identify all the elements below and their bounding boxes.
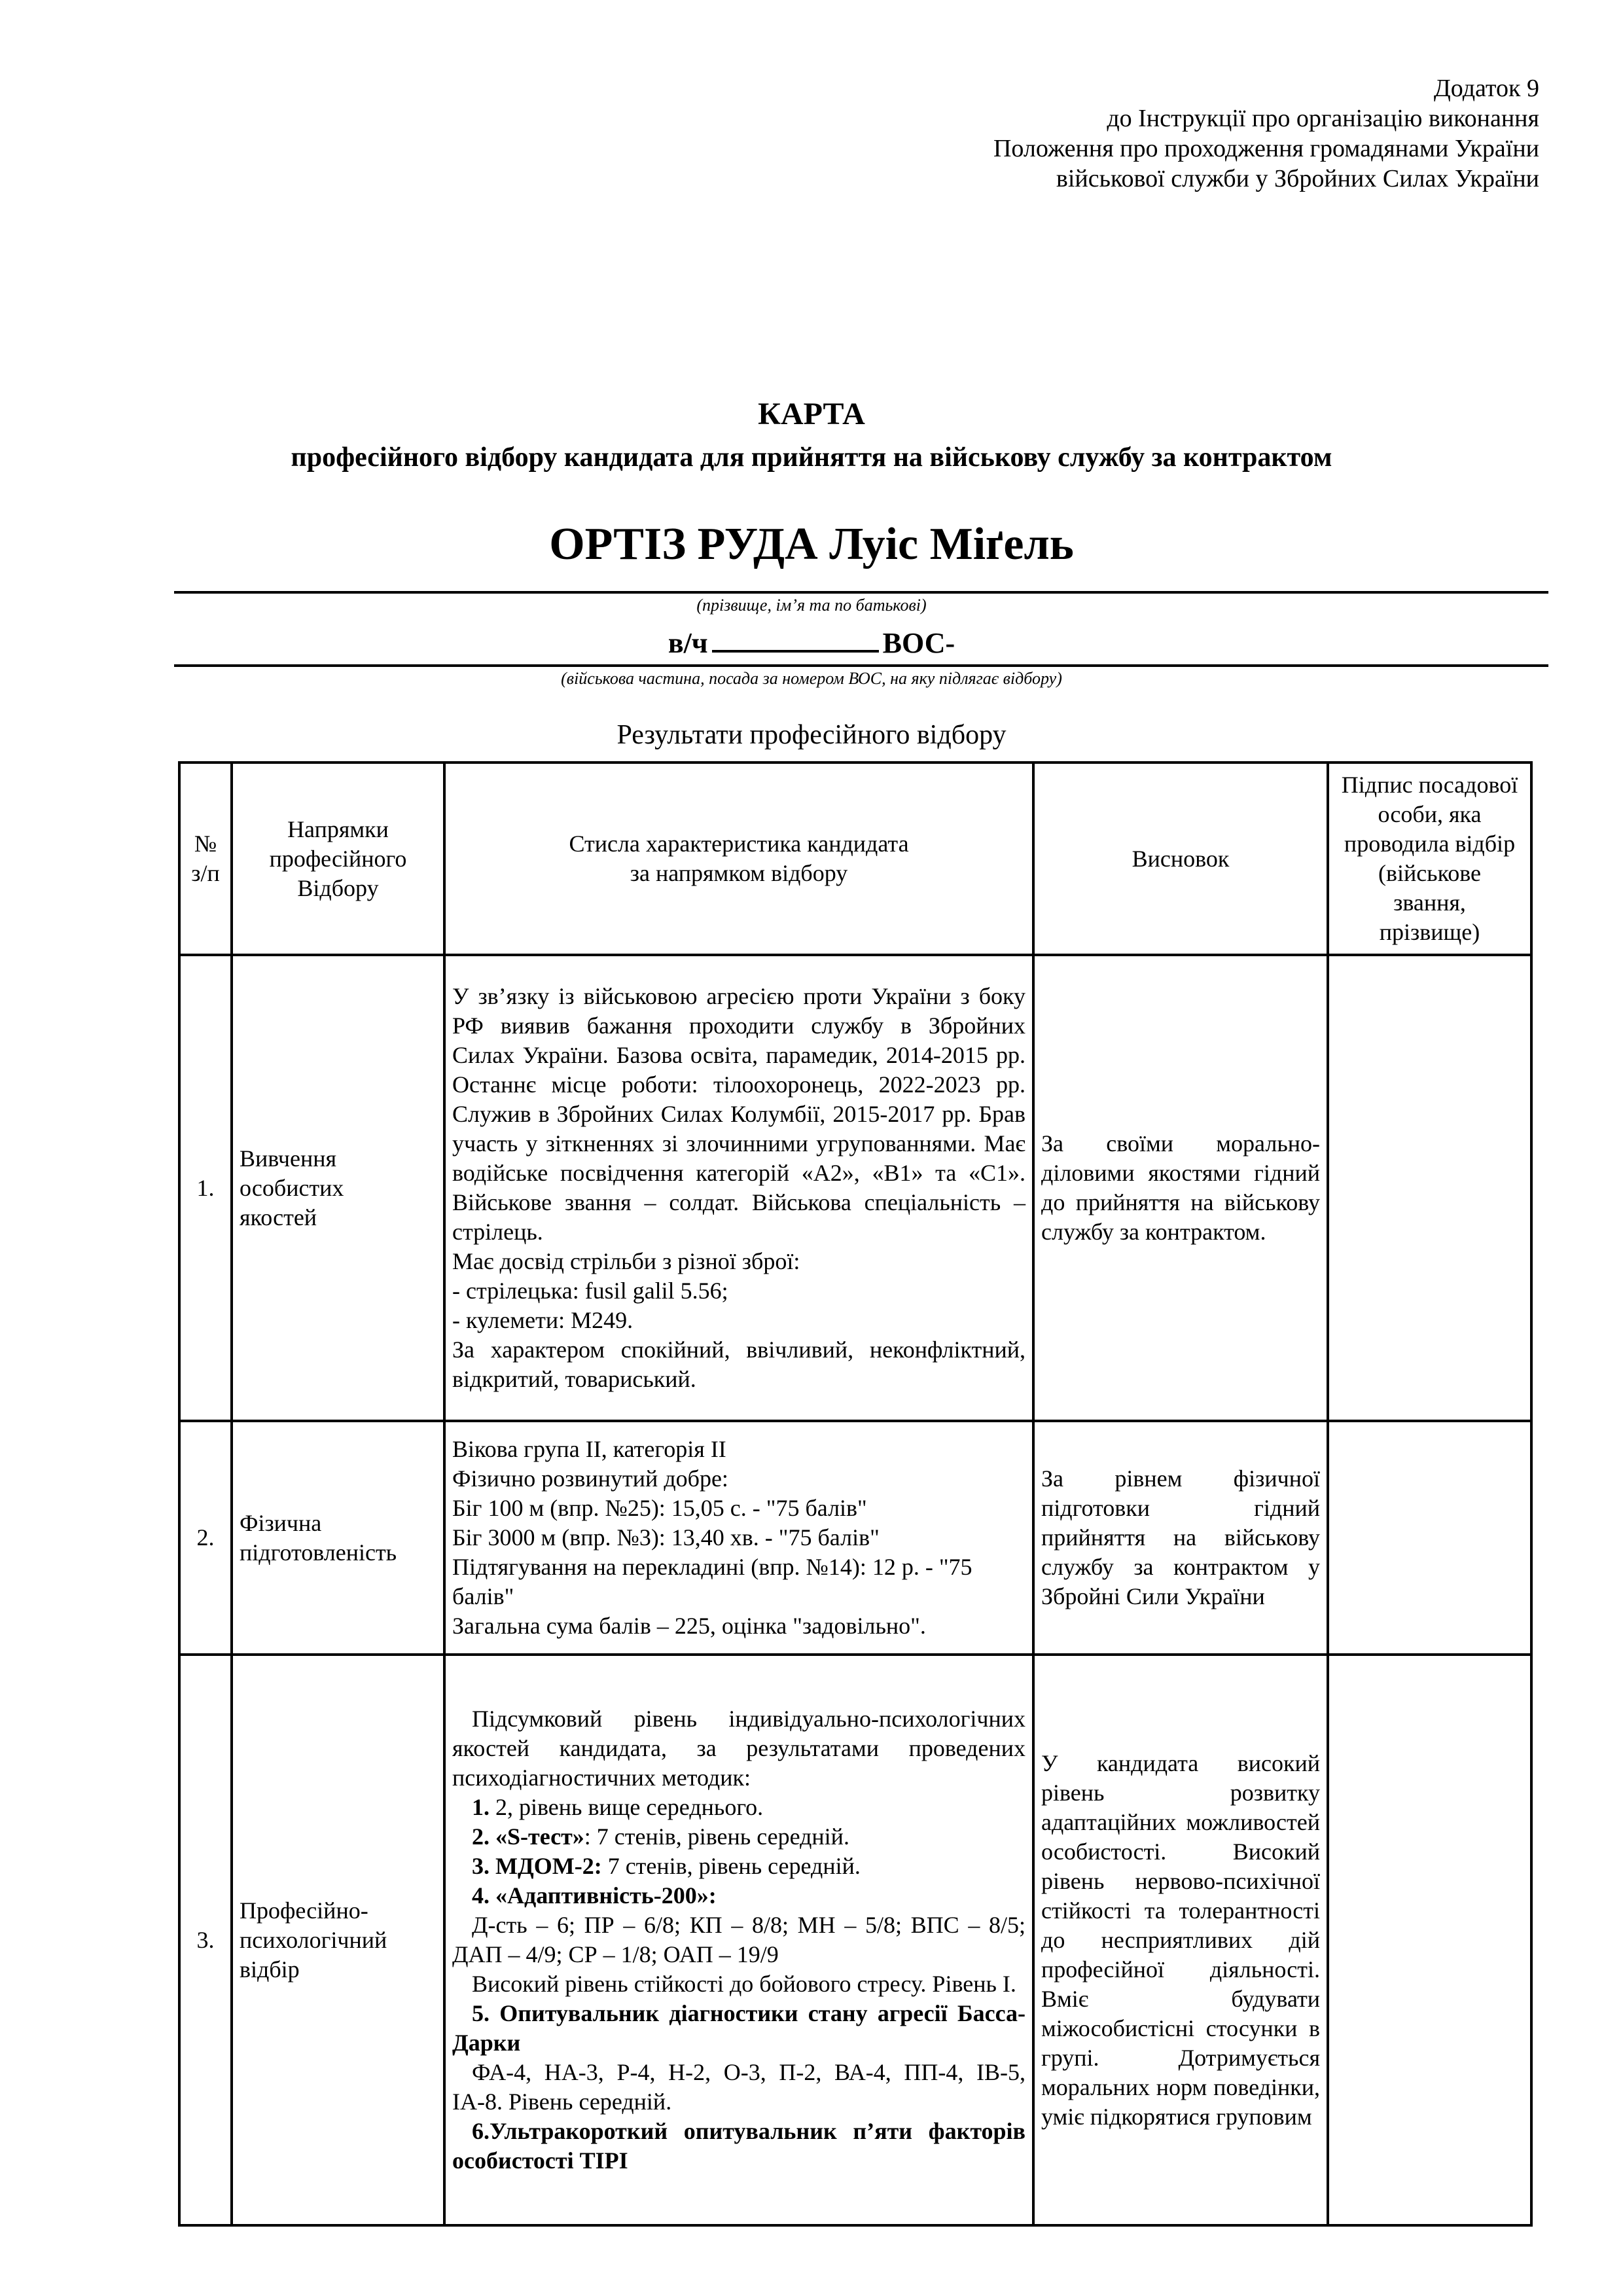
header-line: (військове bbox=[1378, 860, 1482, 886]
appendix-line: Положення про проходження громадянами України bbox=[993, 135, 1539, 162]
fitness-line: Біг 100 м (впр. №25): 15,05 с. - "75 балів" bbox=[452, 1495, 867, 1521]
candidate-name: ОРТІЗ РУДА Луіс Міґель bbox=[549, 519, 1074, 569]
header-line: проводила відбір bbox=[1344, 831, 1516, 857]
psych-item bbox=[452, 1881, 1026, 1910]
aggression-test-title: 5. Опитувальник діагностики стану агресії Басса-Дарки bbox=[452, 2000, 1026, 2056]
header-line: Стисла характеристика кандидата bbox=[569, 831, 909, 857]
direction-line: Фізична bbox=[240, 1509, 322, 1536]
fitness-line: Вікова група II, категорія II bbox=[452, 1436, 726, 1462]
header-line: за напрямком відбору bbox=[630, 860, 848, 886]
header-line: прізвище) bbox=[1379, 919, 1480, 945]
row-characteristic bbox=[444, 1421, 1033, 1655]
header-line: Висновок bbox=[1132, 845, 1230, 872]
direction-line: якостей bbox=[240, 1204, 317, 1230]
column-header-number bbox=[179, 762, 232, 955]
adaptivity-scores: Д-сть – 6; ПР – 6/8; КП – 8/8; МН – 5/8; ВПС – 8/5; ДАП – 4/9; СР – 1/8; ОАП – 19/9 bbox=[452, 1912, 1026, 1967]
row-direction bbox=[232, 1655, 444, 2225]
unit-label: в/ч bbox=[668, 627, 708, 659]
table-row bbox=[179, 955, 1531, 1421]
results-table bbox=[178, 761, 1533, 2227]
psych-item-text: 7 стенів, рівень середній. bbox=[601, 1853, 861, 1879]
psych-item-label: 4. «Адаптивність-200»: bbox=[472, 1882, 717, 1909]
column-header-conclusion bbox=[1033, 762, 1328, 955]
results-title: Результати професійного відбору bbox=[616, 720, 1007, 750]
appendix-line: військової служби у Збройних Силах України bbox=[1056, 165, 1539, 192]
row-number: 1. bbox=[179, 955, 232, 1421]
row-conclusion: За своїми морально-діловими якостями гідний до прийняття на військову службу за контрактом. bbox=[1033, 955, 1328, 1421]
stress-note: Високий рівень стійкості до бойового стресу. Рівень І. bbox=[472, 1971, 1016, 1997]
psych-item bbox=[452, 1852, 1026, 1881]
aggression-test-scores: ФА-4, НА-3, Р-4, Н-2, О-3, П-2, ВА-4, ПП-4, ІВ-5, ІА-8. Рівень середній. bbox=[452, 2059, 1026, 2115]
row-signature bbox=[1328, 955, 1531, 1421]
document-subtitle: професійного відбору кандидата для прийняття на військову службу за контрактом bbox=[291, 442, 1332, 473]
name-caption: (прізвище, ім’я та по батькові) bbox=[696, 596, 927, 615]
direction-line: психологічний bbox=[240, 1926, 387, 1953]
fitness-line: Біг 3000 м (впр. №3): 13,40 хв. - "75 балів" bbox=[452, 1524, 880, 1551]
row-number: 3. bbox=[179, 1655, 232, 2225]
fitness-line: Фізично розвинутий добре: bbox=[452, 1465, 728, 1492]
header-line: Відбору bbox=[297, 874, 379, 901]
row-characteristic bbox=[444, 955, 1033, 1421]
vos-label: ВОС- bbox=[882, 627, 955, 659]
direction-line: підготовленість bbox=[240, 1539, 397, 1566]
column-header-signature bbox=[1328, 762, 1531, 955]
header-line: професійного bbox=[269, 845, 407, 872]
header-line: Напрямки bbox=[287, 816, 389, 842]
psych-item-label: 2. «S-тест» bbox=[472, 1823, 584, 1850]
tipi-test-title: 6.Ультракороткий опитувальник п’яти факторів особистості TIPI bbox=[452, 2118, 1026, 2174]
direction-line: Професійно- bbox=[240, 1897, 368, 1924]
header-line: звання, bbox=[1393, 889, 1466, 916]
row-signature bbox=[1328, 1655, 1531, 2225]
row-conclusion: У кандидата високий рівень розвитку адаптаційних можливостей особистості. Високий рівень нервово-психічної стійкості та толерантності до несприятливих дій професійної діяльності. Вміє будувати міжособистісні стосунки в групі. Дотримується моральних норм поведінки, уміє підкорятися груповим bbox=[1033, 1655, 1328, 2225]
column-header-direction bbox=[232, 762, 444, 955]
fitness-line: Підтягування на перекладині (впр. №14): 12 р. - "75 балів" bbox=[452, 1554, 972, 1609]
header-line: № bbox=[194, 831, 217, 857]
row-number: 2. bbox=[179, 1421, 232, 1655]
psych-item-label: 1. bbox=[472, 1794, 490, 1820]
appendix-line: Додаток 9 bbox=[1433, 75, 1539, 102]
direction-line: Вивчення bbox=[240, 1145, 337, 1172]
row-conclusion: За рівнем фізичної підготовки гідний прийняття на військову службу за контрактом у Збройні Сили України bbox=[1033, 1421, 1328, 1655]
unit-blank-field bbox=[712, 625, 879, 653]
row-signature bbox=[1328, 1421, 1531, 1655]
unit-line bbox=[0, 625, 1623, 661]
header-line: з/п bbox=[191, 860, 220, 886]
direction-line: особистих bbox=[240, 1174, 344, 1201]
name-underline bbox=[174, 591, 1548, 594]
table-header-row bbox=[179, 762, 1531, 955]
header-line: особи, яка bbox=[1378, 801, 1482, 827]
fitness-total: Загальна сума балів – 225, оцінка "задовільно". bbox=[452, 1613, 926, 1639]
column-header-characteristic bbox=[444, 762, 1033, 955]
psych-item bbox=[452, 1822, 1026, 1852]
table-row bbox=[179, 1421, 1531, 1655]
psych-item-text: 2, рівень вище середнього. bbox=[490, 1794, 764, 1820]
header-line: Підпис посадової bbox=[1341, 772, 1518, 798]
appendix-line: до Інструкції про організацію виконання bbox=[1107, 105, 1539, 132]
unit-caption: (військова частина, посада за номером ВОС, на яку підлягає відбору) bbox=[561, 669, 1062, 688]
row-direction bbox=[232, 955, 444, 1421]
appendix-reference bbox=[754, 73, 1539, 194]
table-row bbox=[179, 1655, 1531, 2225]
psych-item-label: 3. МДОМ-2: bbox=[472, 1853, 602, 1879]
weapon-item: - стрілецька: fusil galil 5.56; bbox=[452, 1278, 728, 1304]
psych-item bbox=[452, 1793, 1026, 1822]
weapons-intro: Має досвід стрільби з різної зброї: bbox=[452, 1248, 800, 1274]
row-direction bbox=[232, 1421, 444, 1655]
psych-intro: Підсумковий рівень індивідуально-психологічних якостей кандидата, за результатами проведених психодіагностичних методик: bbox=[452, 1706, 1026, 1791]
row-characteristic bbox=[444, 1655, 1033, 2225]
psych-item-text: : 7 стенів, рівень середній. bbox=[584, 1823, 849, 1850]
weapon-item: - кулемети: M249. bbox=[452, 1307, 633, 1333]
characteristic-paragraph: У зв’язку із військовою агресією проти України з боку РФ виявив бажання проходити службу в Збройних Силах України. Базова освіта, парамедик, 2014-2015 рр. Останнє місце роботи: тілоохоронець, 2022-2023 рр. Служив в Збройних Силах Колумбії, 2015-2017 рр. Брав участь у зіткненнях зі злочинними угрупованнями. Має водійське посвідчення категорій «А2», «В1» та «С1». Військове звання – солдат. Військова спеціальність – стрілець. bbox=[452, 983, 1026, 1245]
document-title: КАРТА bbox=[758, 397, 865, 431]
character-note: За характером спокійний, ввічливий, неконфліктний, відкритий, товариський. bbox=[452, 1336, 1026, 1392]
direction-line: відбір bbox=[240, 1956, 300, 1982]
unit-underline bbox=[174, 664, 1548, 667]
